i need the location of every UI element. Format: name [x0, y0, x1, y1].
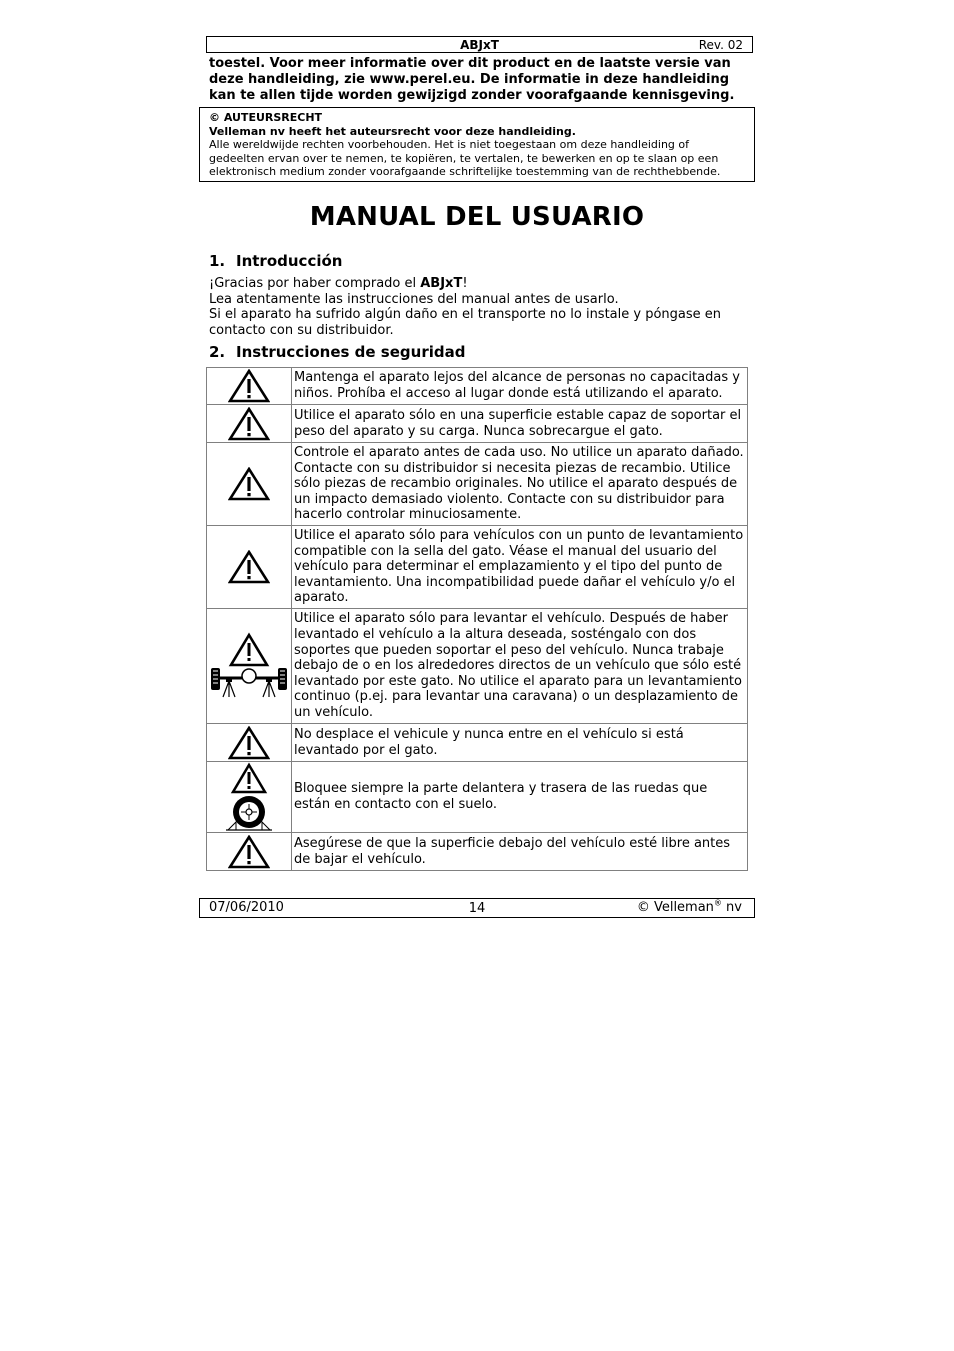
thanks-exclaim: ! [462, 276, 468, 291]
copyright-body: Alle wereldwijde rechten voorbehouden. Het is niet toegestaan om deze handleiding of gedeelten ervan over te nemen, te kopiëren, te vertalen, te bewerken en op te slaan op een elektronisch medium zonder voorafgaande schriftelijke toestemming van de rechthebbende. [209, 138, 721, 178]
warning-icon [228, 407, 270, 441]
section-number: 2. [209, 343, 226, 361]
safety-table [206, 367, 748, 871]
footer-date: 07/06/2010 [209, 900, 284, 915]
thanks-text: ¡Gracias por haber comprado el [209, 276, 421, 291]
table-row [207, 609, 748, 724]
warning-icon [228, 550, 270, 584]
icon-cell [207, 724, 292, 762]
header-revision: Rev. 02 [698, 38, 743, 52]
warning-icon [228, 835, 270, 869]
table-row [207, 405, 748, 443]
read-instructions-line: Lea atentamente las instrucciones del manual antes de usarlo. [209, 291, 619, 307]
warning-icon [228, 726, 270, 760]
registered-mark: ® [713, 898, 722, 908]
copyright-heading: © AUTEURSRECHT [209, 111, 323, 124]
warning-wheel-chock-icon [224, 762, 274, 832]
thanks-line [209, 276, 749, 292]
table-row [207, 443, 748, 526]
transport-damage-line: Si el aparato ha sufrido algún daño en el transporte no lo instale y póngase en contacto con su distribuidor. [209, 307, 722, 338]
safety-text: Utilice el aparato sólo en una superficie estable capaz de soportar el peso del aparato y su carga. Nunca sobrecargue el gato. [292, 405, 748, 443]
safety-text: Utilice el aparato sólo para vehículos con un punto de levantamiento compatible con la sella del gato. Véase el manual del usuario del vehículo para determinar el emplazamiento y el tipo del punto de levantamiento. Una incompatibilidad puede dañar el vehículo y/o el aparato. [292, 526, 748, 609]
safety-text: Utilice el aparato sólo para levantar el vehículo. Después de haber levantado el vehículo a la altura deseada, sosténgalo con dos soportes que pueden soportar el peso del vehículo. Nunca trabaje debajo de o en los alrededores directos de un vehículo que sólo esté levantado por este gato. No utilice el aparato para un levantamiento continuo (p.ej. para levantar una caravana) o un desplazamiento de un vehículo. [292, 609, 748, 724]
icon-cell [207, 443, 292, 526]
icon-cell [207, 526, 292, 609]
icon-cell [207, 609, 292, 724]
icon-cell [207, 405, 292, 443]
safety-text: Controle el aparato antes de cada uso. No utilice un aparato dañado. Contacte con su distribuidor si necesita piezas de recambio. Utilice sólo piezas de recambio originales. No utilice el aparato después de un impacto demasiado violento. Contacte con su distribuidor para hacerlo controlar minuciosamente. [292, 443, 748, 526]
introduction-text [209, 276, 749, 338]
warning-icon [228, 467, 270, 501]
page-number: 14 [468, 901, 486, 916]
section-number: 1. [209, 252, 226, 270]
copyright-text: © Velleman [636, 900, 714, 915]
table-row [207, 368, 748, 405]
page-header [206, 36, 753, 53]
icon-cell [207, 833, 292, 871]
table-row [207, 526, 748, 609]
section-heading-seguridad [209, 342, 465, 362]
copyright-box [199, 107, 755, 182]
section-title: Introducción [236, 252, 343, 270]
safety-text: Mantenga el aparato lejos del alcance de personas no capacitadas y niños. Prohíba el acceso al lugar donde está utilizando el aparato. [292, 368, 748, 405]
dutch-info-paragraph: toestel. Voor meer informatie over dit product en de laatste versie van deze handleiding, zie www.perel.eu. De informatie in deze handleiding kan te allen tijde worden gewijzigd zonder voorafgaande kennisgeving. [209, 56, 735, 103]
section-title: Instrucciones de seguridad [236, 343, 466, 361]
page-footer [199, 898, 755, 918]
copyright-owner: Velleman nv heeft het auteursrecht voor deze handleiding. [209, 124, 576, 138]
warning-axle-stands-icon [209, 631, 289, 701]
safety-text: No desplace el vehicule y nunca entre en el vehículo si está levantado por el gato. [292, 724, 748, 762]
warning-icon [228, 369, 270, 403]
table-row [207, 833, 748, 871]
thanks-model: ABJxT [420, 276, 463, 291]
header-model: ABJxT [460, 38, 499, 52]
section-heading-introduccion [209, 251, 342, 271]
page-title: MANUAL DEL USUARIO [309, 202, 645, 232]
icon-cell [207, 368, 292, 405]
safety-text: Bloquee siempre la parte delantera y trasera de las ruedas que están en contacto con el suelo. [292, 762, 748, 833]
footer-copyright [637, 899, 742, 917]
icon-cell [207, 762, 292, 833]
copyright-suffix: nv [721, 900, 742, 915]
safety-text: Asegúrese de que la superficie debajo del vehículo esté libre antes de bajar el vehículo. [292, 833, 748, 871]
table-row [207, 762, 748, 833]
table-row [207, 724, 748, 762]
